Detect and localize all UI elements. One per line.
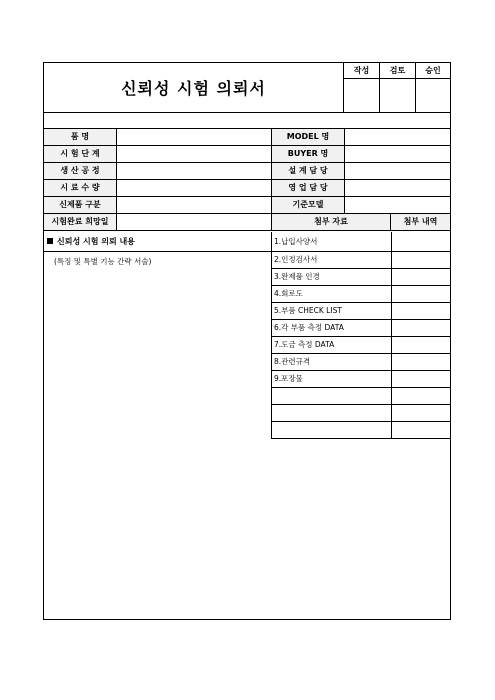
attachment-row xyxy=(271,422,450,439)
product-name-field[interactable] xyxy=(116,129,271,145)
model-label: MODEL 명 xyxy=(271,129,344,145)
info-row xyxy=(44,146,450,163)
section-note: (특징 및 특별 기능 간략 서술) xyxy=(54,257,152,266)
attachment-item: 5.부품 CHECK LIST xyxy=(274,306,342,315)
sales-field[interactable] xyxy=(344,180,450,196)
form-header xyxy=(44,63,450,113)
base-model-label: 기준모델 xyxy=(271,197,344,213)
square-bullet-icon xyxy=(47,238,53,244)
request-form xyxy=(43,62,451,620)
attachment-item: 9.포장물 xyxy=(274,374,303,383)
attachment-check[interactable] xyxy=(391,269,451,285)
attachment-check[interactable] xyxy=(391,422,451,438)
info-row xyxy=(44,180,450,197)
attachment-check[interactable] xyxy=(391,286,451,302)
product-name-label: 품 명 xyxy=(44,129,116,145)
sales-label: 영 업 담 당 xyxy=(271,180,344,196)
design-label: 설 계 담 당 xyxy=(271,163,344,179)
quantity-label: 시 료 수 량 xyxy=(44,180,116,196)
approval-author[interactable] xyxy=(343,63,379,112)
attachment-item: 8.관련규격 xyxy=(274,357,311,366)
quantity-field[interactable] xyxy=(116,180,271,196)
attachment-item: 7.도금 측정 DATA xyxy=(274,340,335,349)
attachment-row xyxy=(271,354,450,371)
attachments-label: 첨부 자료 xyxy=(271,214,390,230)
attach-detail-label: 첨부 내역 xyxy=(390,214,450,230)
approval-author-label: 작성 xyxy=(344,63,379,79)
attachment-item: 1.납입사양서 xyxy=(274,237,318,246)
attachment-row xyxy=(271,286,450,303)
attachment-row xyxy=(271,337,450,354)
attachment-check[interactable] xyxy=(391,337,451,353)
design-field[interactable] xyxy=(344,163,450,179)
new-product-field[interactable] xyxy=(116,197,271,213)
test-stage-field[interactable] xyxy=(116,146,271,162)
attachment-item: 3.완제품 인경 xyxy=(274,272,320,281)
test-stage-label: 시 험 단 계 xyxy=(44,146,116,162)
attachment-check[interactable] xyxy=(391,405,451,421)
approval-approve-label: 승인 xyxy=(416,63,450,79)
approval-review-label: 검토 xyxy=(380,63,415,79)
attachment-item: 2.인정검사서 xyxy=(274,255,318,264)
desired-date-field[interactable] xyxy=(116,214,271,230)
desired-date-label: 시험완료 희망일 xyxy=(44,214,116,230)
buyer-label: BUYER 명 xyxy=(271,146,344,162)
attachment-check[interactable] xyxy=(391,232,451,251)
model-field[interactable] xyxy=(344,129,450,145)
new-product-label: 신제품 구분 xyxy=(44,197,116,213)
attachment-row xyxy=(271,405,450,422)
buyer-field[interactable] xyxy=(344,146,450,162)
approval-approve[interactable] xyxy=(415,63,450,112)
section-heading xyxy=(44,232,271,252)
approval-box xyxy=(343,63,450,112)
attachment-row xyxy=(271,232,450,252)
base-model-field[interactable] xyxy=(344,197,450,213)
attachment-row xyxy=(271,320,450,337)
attachment-check[interactable] xyxy=(391,388,451,404)
attachment-check[interactable] xyxy=(391,354,451,370)
info-row xyxy=(44,197,450,214)
attachment-row xyxy=(271,252,450,269)
info-row xyxy=(44,163,450,180)
attachment-list xyxy=(271,232,450,439)
info-row xyxy=(44,129,450,146)
attachment-row xyxy=(271,388,450,405)
attachment-check[interactable] xyxy=(391,252,451,268)
attachment-check[interactable] xyxy=(391,371,451,387)
attachment-check[interactable] xyxy=(391,320,451,336)
attachment-row xyxy=(271,371,450,388)
section-title: 신뢰성 시험 의뢰 내용 xyxy=(57,237,135,246)
attachment-check[interactable] xyxy=(391,303,451,319)
spacer-row xyxy=(44,113,450,129)
info-table xyxy=(44,129,450,231)
attachment-item: 6.각 부품 측정 DATA xyxy=(274,323,344,332)
attachment-item: 4.회로도 xyxy=(274,289,303,298)
attachment-row xyxy=(271,269,450,286)
attachment-row xyxy=(271,303,450,320)
page-title: 신뢰성 시험 의뢰서 xyxy=(121,79,266,98)
process-field[interactable] xyxy=(116,163,271,179)
process-label: 생 산 공 정 xyxy=(44,163,116,179)
info-row xyxy=(44,214,450,231)
approval-review[interactable] xyxy=(379,63,415,112)
